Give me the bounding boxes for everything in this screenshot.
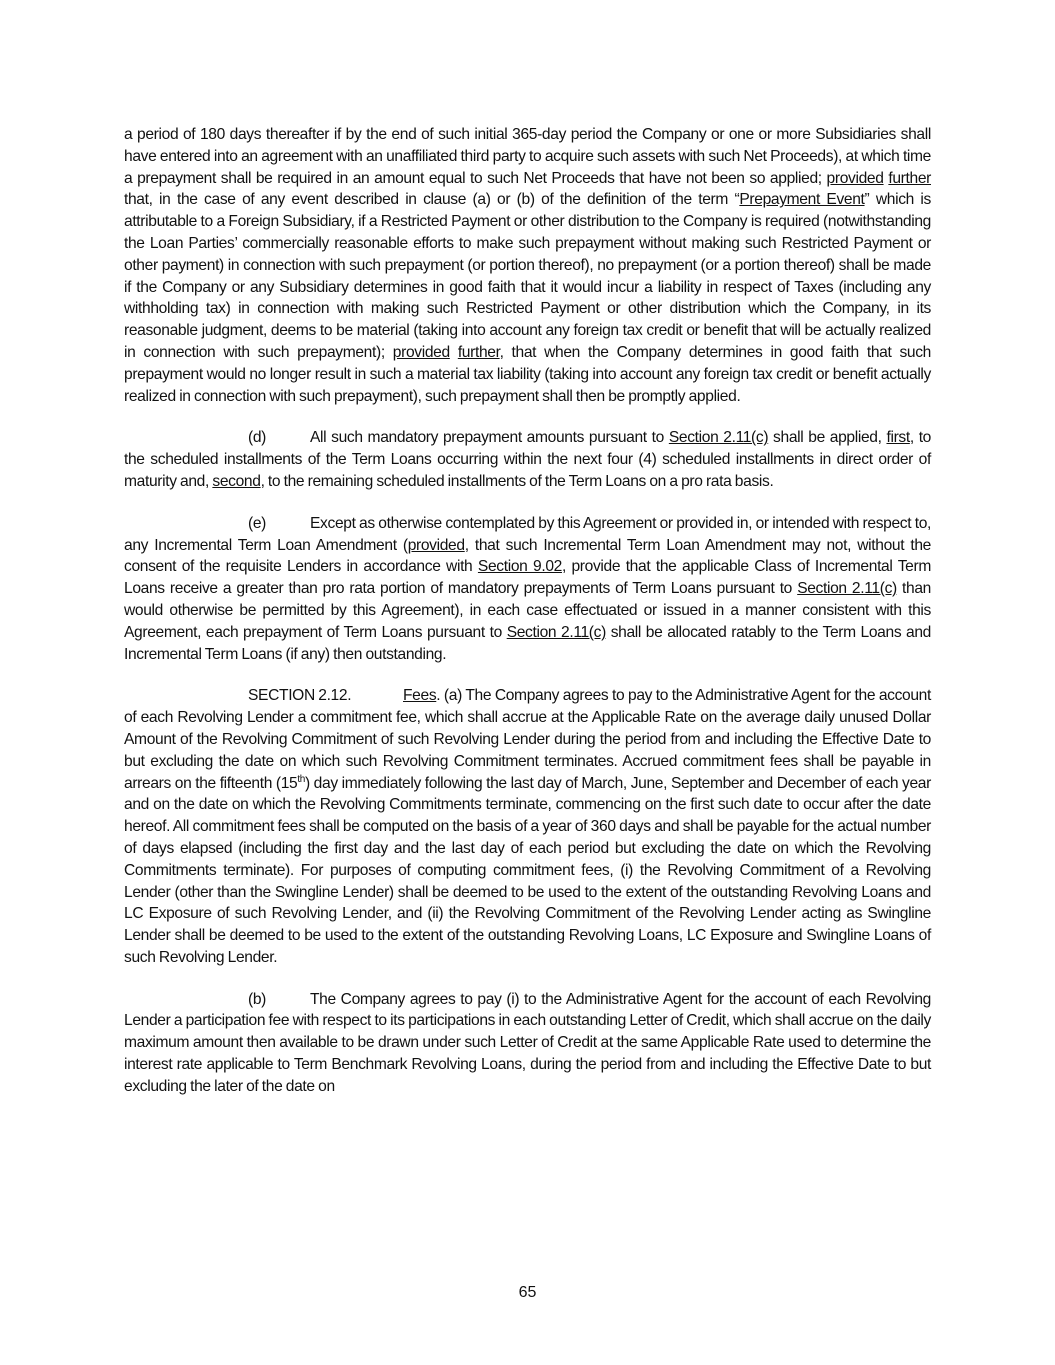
section-reference: Section 9.02 [477,558,562,576]
page-number: 65 [518,1284,537,1301]
text-run: , that such Incremental Term Loan Amendment may not, without the consent of the requisite Lenders in accordance with [124,536,931,576]
text-run: shall be allocated ratably to the Term Loans and Incremental Term Loans (if any) then outstanding. [124,623,931,663]
text-run: ” which is attributable to a Foreign Subsidiary, if a Restricted Payment or other distribution to the Company is required (notwithstanding the Loan Parties’ commercially reasonable efforts to make such prepayment without making such Restricted Payment or other payment) in connection with such prepayment (or portion thereof), no prepayment (or a portion thereof) shall be made if the Company or any Subsidiary determines in good faith that it would incur a liability in respect of Taxes (including any withholding tax) in connection with making such Restricted Payment or other distribution which the Company, in its reasonable judgment, deems to be material (taking into account any foreign tax credit or benefit that will be actually realized in connection with such prepayment); [124,191,931,361]
underlined-term-provided: provided [392,343,450,361]
clause-label-b: (b) [248,990,267,1008]
text-run: , provide that the applicable Class of Incremental Term Loans receive a greater than pro rata portion of mandatory prepayments of Term Loans pursuant to [124,558,931,598]
underlined-term-provided: provided [407,536,465,554]
clause-label-d: (d) [248,429,267,447]
section-heading-fees: Fees [403,687,437,705]
text-run: that, in the case of any event described in clause (a) or (b) of the definition of the term “ [124,191,740,209]
text-run: Except as otherwise contemplated by this Agreement or provided in, or intended with respect to, any Incremental Term Loan Amendment ( [124,514,931,554]
clause-label-e: (e) [248,514,267,532]
underlined-term-further: further [457,343,500,361]
paragraph-b [124,989,931,1098]
text-run: than would otherwise be permitted by this Agreement), in each case effectuated or issued in a manner consistent with this Agreement, each prepayment of Term Loans pursuant to [124,580,931,641]
text-run: . (a) The Company agrees to pay to the Administrative Agent for the account of each Revolving Lender a commitment fee, which shall accrue at the Applicable Rate on the average daily unused Dollar Amount of the Revolving Commitment of such Revolving Lender during the period from and including the Effective Date to but excluding the date on which such Revolving Commitment terminates. Accrued commitment fees shall be payable in arrears on the fifteenth (15 [124,687,931,792]
underlined-term-further: further [888,169,931,187]
section-label: SECTION 2.12. [248,687,352,705]
text-run: , that when the Company determines in good faith that such prepayment would no longer result in such a material tax liability (taking into account any foreign tax credit or benefit actually realized in connection with such prepayment), such prepayment shall then be promptly applied. [124,343,931,405]
section-reference: Section 2.11(c) [668,429,769,447]
section-reference: Section 2.11(c) [506,623,606,641]
underlined-term-second: second [212,472,261,490]
text-run: , to the remaining scheduled installments of the Term Loans on a pro rata basis. [260,472,774,490]
text-run: shall be applied, [768,429,887,447]
section-reference: Section 2.11(c) [797,580,897,598]
underlined-term-prepayment-event: Prepayment Event [739,191,865,209]
text-run: a period of 180 days thereafter if by the end of such initial 365-day period the Company or one or more Subsidiaries shall have entered into an agreement with an unaffiliated third party to acquire such assets with such Net Proceeds), at which time a prepayment shall be required in an amount equal to such Net Proceeds that have not been so applied; [124,126,931,187]
paragraph-continuation [124,124,931,407]
superscript-th: th [297,773,305,785]
text-run: The Company agrees to pay (i) to the Administrative Agent for the account of each Revolving Lender a participation fee with respect to its participations in each outstanding Letter of Credit, which shall accrue on the daily maximum amount then available to be drawn under such Letter of Credit at the same Applicable Rate used to determine the interest rate applicable to Term Benchmark Revolving Loans, during the period from and including the Effective Date to but excluding the later of the date on [124,990,931,1095]
underlined-term-first: first [886,429,910,447]
paragraph-d [124,427,931,492]
text-run: ) day immediately following the last day of March, June, September and December of each year and on the date on which the Revolving Commitments terminate, commencing on the first such date to occur after the date hereof. All commitment fees shall be computed on the basis of a year of 360 days and shall be payable for the actual number of days elapsed (including the first day and the last day of each period but excluding the date on which the Revolving Commitments terminate). For purposes of computing commitment fees, (i) the Revolving Commitment of a Revolving Lender (other than the Swingline Lender) shall be deemed to be used to the extent of the outstanding Revolving Loans and LC Exposure of such Revolving Lender, and (ii) the Revolving Commitment of the Revolving Lender acting as Swingline Lender shall be deemed to be used to the extent of the outstanding Revolving Loans, LC Exposure and Swingline Loans of such Revolving Lender. [124,774,931,966]
paragraph-e [124,513,931,666]
section-2-12-paragraph [124,685,931,968]
text-run: , to the scheduled installments of the Term Loans occurring within the next four (4) scheduled installments in direct order of maturity and, [124,429,932,490]
document-page [124,124,931,1118]
text-run: All such mandatory prepayment amounts pursuant to [310,429,669,447]
underlined-term-provided: provided [826,169,884,187]
